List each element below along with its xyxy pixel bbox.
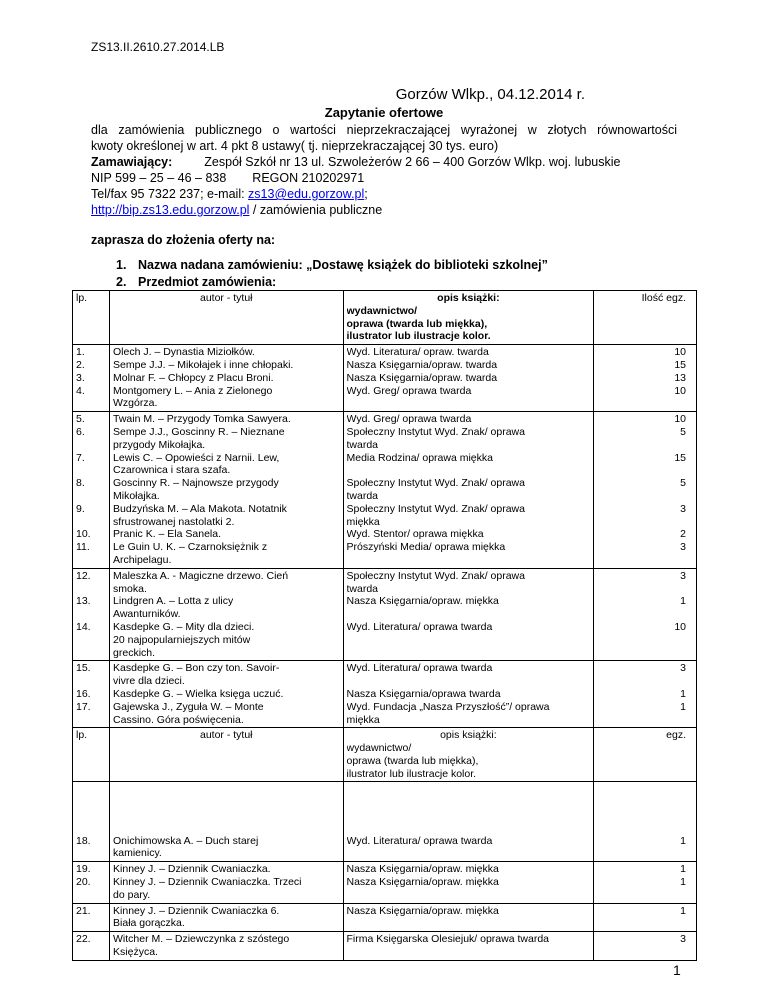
intro-block [91,122,677,218]
table-row [73,782,697,862]
cell-opis [343,345,594,412]
header-lp: lp. [73,291,110,345]
table-row [73,345,697,412]
list-item-number: 2. [116,275,127,289]
cell-autor-line: Kinney J. – Dziennik Cwaniaczka 6. [113,904,280,917]
cell-lp-line: 9. [76,502,85,515]
cell-lp-line: 18. [76,834,91,847]
cell-autor-line: do pary. [113,888,151,901]
cell-autor-line: vivre dla dzieci. [113,675,185,688]
cell-ilosc-line: 10 [674,384,686,397]
cell-ilosc-line: 3 [680,569,686,582]
cell-lp-line: 17. [76,700,91,713]
list-item [116,274,548,291]
cell-opis-line: Nasza Księgarnia/oprawa twarda [346,687,501,700]
cell-lp-line [76,464,106,477]
cell-autor-line: Budzyńska M. – Ala Makota. Notatnik [113,502,287,515]
cell-lp [73,932,110,961]
cell-opis-line: Wyd. Greg/ oprawa twarda [346,384,472,397]
cell-ilosc-line: 1 [680,700,686,713]
cell-lp-line: 1. [76,346,85,359]
cell-autor-line: Księżyca. [113,946,158,959]
bip-suffix: / zamówienia publiczne [249,203,383,217]
cell-ilosc-line: 1 [680,834,686,847]
cell-lp-line: 19. [76,863,91,876]
cell-ilosc-line: 15 [674,358,686,371]
cell-ilosc-line: 3 [680,933,686,946]
cell-autor-line: Goscinny R. – Najnowsze przygody [113,477,279,490]
header2-opis: opis książki: wydawnictwo/ oprawa (twarda lub miękka), ilustrator lub ilustracje kolor. [343,728,594,782]
cell-opis-line: Firma Księgarska Olesiejuk/ oprawa twarda [346,933,549,946]
cell-lp [73,568,110,661]
intro-line-2: kwoty określonej w art. 4 pkt 8 ustawy( tj. nieprzekraczającej 30 tys. euro) [91,139,499,153]
cell-lp-line: 16. [76,687,91,700]
cell-opis-line: Nasza Księgarnia/opraw. twarda [346,358,498,371]
page-number: 1 [673,962,681,978]
cell-opis-line: Nasza Księgarnia/opraw. miękka [346,904,499,917]
telfax: Tel/fax 95 7322 237; e-mail: [91,187,249,201]
table-row [73,568,697,661]
header2-autor: autor - tytuł [110,728,343,782]
cell-opis-line: Wyd. Literatura/ opraw. twarda [346,346,489,359]
cell-opis [343,903,594,932]
cell-autor [110,661,343,728]
cell-lp-line: 4. [76,384,85,397]
zamawiajacy-line [91,154,677,170]
cell-autor [110,862,343,903]
cell-lp-line: 12. [76,569,91,582]
cell-ilosc-line: 10 [674,413,686,426]
table-row [73,932,697,961]
cell-autor-line: Biała gorączka. [113,917,185,930]
list-item [116,257,548,274]
cell-opis [343,661,594,728]
cell-lp-line [76,490,106,503]
cell-opis [343,782,594,862]
cell-opis-line: Nasza Księgarnia/opraw. twarda [346,371,498,384]
cell-opis-line: Wyd. Literatura/ oprawa twarda [346,662,493,675]
cell-autor-line: Montgomery L. – Ania z Zielonego [113,384,273,397]
books-table [72,290,697,961]
cell-lp-line: 5. [76,413,85,426]
cell-autor-line: Archipelagu. [113,553,172,566]
cell-lp-line: 3. [76,371,85,384]
cell-lp-line: 21. [76,904,91,917]
cell-lp-line: 20. [76,876,91,889]
bip-link[interactable]: http://bip.zs13.edu.gorzow.pl [91,203,250,217]
cell-lp-line: 14. [76,620,91,633]
cell-lp [73,862,110,903]
cell-opis-line: twarda [346,582,379,595]
nip: NIP 599 – 25 – 46 – 838 [91,171,227,185]
cell-autor [110,568,343,661]
cell-autor-line: Pranic K. – Ela Sanela. [113,528,221,541]
cell-ilosc [594,412,697,569]
cell-lp [73,782,110,862]
cell-autor-line: Witcher M. – Dziewczynka z szóstego [113,933,290,946]
cell-autor-line: sfrustrowanej nastolatki 2. [113,515,235,528]
zamawiajacy-label: Zamawiający: [91,155,173,169]
cell-opis-line: Nasza Księgarnia/opraw. miękka [346,595,499,608]
cell-opis-line: Wyd. Literatura/ oprawa twarda [346,620,493,633]
cell-ilosc-line [597,490,686,503]
cell-lp [73,661,110,728]
cell-autor [110,932,343,961]
cell-autor [110,412,343,569]
cell-autor-line: Maleszka A. - Magiczne drzewo. Cień [113,569,289,582]
cell-autor [110,903,343,932]
intro-line-1: dla zamówienia publicznego o wartości nieprzekraczającej wyrażonej w złotych równowartości [91,123,677,137]
cell-lp-line: 8. [76,477,85,490]
cell-ilosc-line [597,516,686,529]
cell-autor-line: Molnar F. – Chłopcy z Placu Broni. [113,371,274,384]
cell-autor-line: Awanturników. [113,608,181,621]
cell-autor-line: greckich. [113,646,156,659]
cell-autor-line: Kasdepke G. – Mity dla dzieci. [113,620,255,633]
cell-opis-line: Prószyński Media/ oprawa miękka [346,541,506,554]
nip-regon-line [91,170,677,186]
cell-ilosc-line: 1 [680,904,686,917]
cell-opis-line: Społeczny Instytut Wyd. Znak/ oprawa [346,502,525,515]
cell-lp [73,903,110,932]
header-opis: opis książki: wydawnictwo/ oprawa (twarda lub miękka), ilustrator lub ilustracje kolor. [343,291,594,345]
cell-autor-line: Olech J. – Dynastia Miziołków. [113,346,255,359]
cell-ilosc-line: 2 [680,528,686,541]
cell-ilosc-line [597,675,686,688]
cell-lp-line [76,608,106,621]
cell-opis-line: Nasza Księgarnia/opraw. miękka [346,876,499,889]
cell-opis-line: Nasza Księgarnia/opraw. miękka [346,863,499,876]
table-row [73,862,697,903]
cell-autor-line: Kasdepke G. – Bon czy ton. Savoir- [113,662,280,675]
cell-ilosc-line [597,464,686,477]
cell-opis [343,568,594,661]
cell-ilosc-line [597,439,686,452]
cell-autor-line: Onichimowska A. – Duch starej [113,834,259,847]
cell-autor-line: Lindgren A. – Lotta z ulicy [113,595,234,608]
cell-ilosc-line: 1 [680,595,686,608]
cell-autor-line: smoka. [113,582,147,595]
cell-opis-line: twarda [346,489,379,502]
cell-lp-line: 10. [76,528,91,541]
cell-ilosc [594,903,697,932]
cell-lp-line: 15. [76,662,91,675]
header2-ilosc: egz. [594,728,697,782]
cell-opis-line: miękka [346,713,380,726]
cell-opis [343,932,594,961]
cell-autor-line: Kinney J. – Dziennik Cwaniaczka. [113,863,271,876]
table-header-row [73,291,697,345]
place-date: Gorzów Wlkp., 04.12.2014 r. [395,86,585,103]
cell-ilosc-line: 3 [680,541,686,554]
cell-opis [343,862,594,903]
cell-ilosc-line: 5 [680,425,686,438]
cell-autor [110,782,343,862]
cell-autor-line: Gajewska J., Zyguła W. – Monte [113,700,264,713]
cell-opis-line: Media Rodzina/ oprawa miękka [346,451,493,464]
cell-lp-line: 6. [76,425,85,438]
header-autor: autor - tytuł [110,291,343,345]
cell-ilosc-line: 1 [680,876,686,889]
cell-ilosc-line: 1 [680,687,686,700]
cell-autor-line: 20 najpopularniejszych mitów [113,633,251,646]
cell-ilosc [594,661,697,728]
cell-autor-line: przygody Mikołajka. [113,438,206,451]
cell-opis-line: Społeczny Instytut Wyd. Znak/ oprawa [346,425,525,438]
cell-ilosc-line: 10 [674,620,686,633]
cell-ilosc-line: 3 [680,662,686,675]
email-link[interactable]: zs13@edu.gorzow.pl [248,187,365,201]
cell-ilosc [594,932,697,961]
cell-opis-line: miękka [346,515,380,528]
cell-lp-line: 22. [76,933,91,946]
cell-ilosc-line: 1 [680,863,686,876]
cell-ilosc-line: 13 [674,371,686,384]
cell-ilosc [594,862,697,903]
cell-ilosc [594,568,697,661]
cell-ilosc-line [597,608,686,621]
cell-ilosc-line: 3 [680,502,686,515]
table-header-row-2 [73,728,697,782]
bip-line [91,202,677,218]
invite-text: zaprasza do złożenia oferty na: [91,233,276,247]
cell-autor-line: Cassino. Góra poświęcenia. [113,713,244,726]
table-row [73,903,697,932]
table-row [73,661,697,728]
cell-autor-line: Czarownica i stara szafa. [113,464,231,477]
cell-autor-line: Sempe J.J., Goscinny R. – Nieznane [113,425,285,438]
cell-lp-line [76,439,106,452]
cell-ilosc-line: 15 [674,451,686,464]
cell-opis-line: Wyd. Literatura/ oprawa twarda [346,834,493,847]
cell-autor-line: Kasdepke G. – Wielka księga uczuć. [113,687,284,700]
cell-lp-line: 2. [76,358,85,371]
cell-autor-line: Mikołajka. [113,489,160,502]
contact-line [91,186,677,202]
cell-autor-line: Wzgórza. [113,397,158,410]
cell-ilosc-line: 5 [680,477,686,490]
cell-autor-line: Kinney J. – Dziennik Cwaniaczka. Trzeci [113,876,302,889]
cell-autor-line: Sempe J.J. – Mikołajek i inne chłopaki. [113,358,294,371]
cell-ilosc-line: 10 [674,346,686,359]
document-reference: ZS13.II.2610.27.2014.LB [91,40,225,54]
cell-lp-line: 11. [76,541,90,554]
cell-opis-line: Wyd. Stentor/ oprawa miękka [346,528,484,541]
cell-autor-line: kamienicy. [113,847,162,860]
cell-autor-line: Le Guin U. K. – Czarnoksiężnik z [113,541,268,554]
cell-opis-line: twarda [346,438,379,451]
cell-opis-line [347,608,591,621]
numbered-list [116,257,548,291]
cell-lp [73,412,110,569]
cell-opis-line: Społeczny Instytut Wyd. Znak/ oprawa [346,569,525,582]
cell-opis-line [347,675,591,688]
cell-ilosc [594,345,697,412]
cell-opis-line: Wyd. Greg/ oprawa twarda [346,413,472,426]
list-item-number: 1. [116,258,127,272]
list-item-text: Nazwa nadana zamówieniu: „Dostawę książek do biblioteki szkolnej” [138,258,548,272]
zamawiajacy-value: Zespół Szkół nr 13 ul. Szwoleżerów 2 66 – 400 Gorzów Wlkp. woj. lubuskie [204,155,621,169]
cell-autor-line: Twain M. – Przygody Tomka Sawyera. [113,413,291,426]
cell-ilosc [594,782,697,862]
cell-opis [343,412,594,569]
cell-ilosc-line [597,583,686,596]
cell-lp-line: 7. [76,451,85,464]
cell-opis-line: Społeczny Instytut Wyd. Znak/ oprawa [346,477,525,490]
header-ilosc: Ilość egz. [594,291,697,345]
cell-opis-line: Wyd. Fundacja „Nasza Przyszłość”/ oprawa [346,700,550,713]
page-title: Zapytanie ofertowe [324,105,444,120]
header2-lp: lp. [73,728,110,782]
list-item-text: Przedmiot zamówienia: [138,275,277,289]
regon: REGON 210202971 [252,171,365,185]
cell-lp-line: 13. [76,595,91,608]
cell-opis-line [347,464,591,477]
table-row [73,412,697,569]
cell-lp-line [76,675,106,688]
cell-lp-line [76,516,106,529]
cell-lp-line [76,583,106,596]
email-suffix: ; [364,187,368,201]
cell-autor-line: Lewis C. – Opowieści z Narnii. Lew, [113,451,280,464]
cell-autor [110,345,343,412]
cell-lp [73,345,110,412]
